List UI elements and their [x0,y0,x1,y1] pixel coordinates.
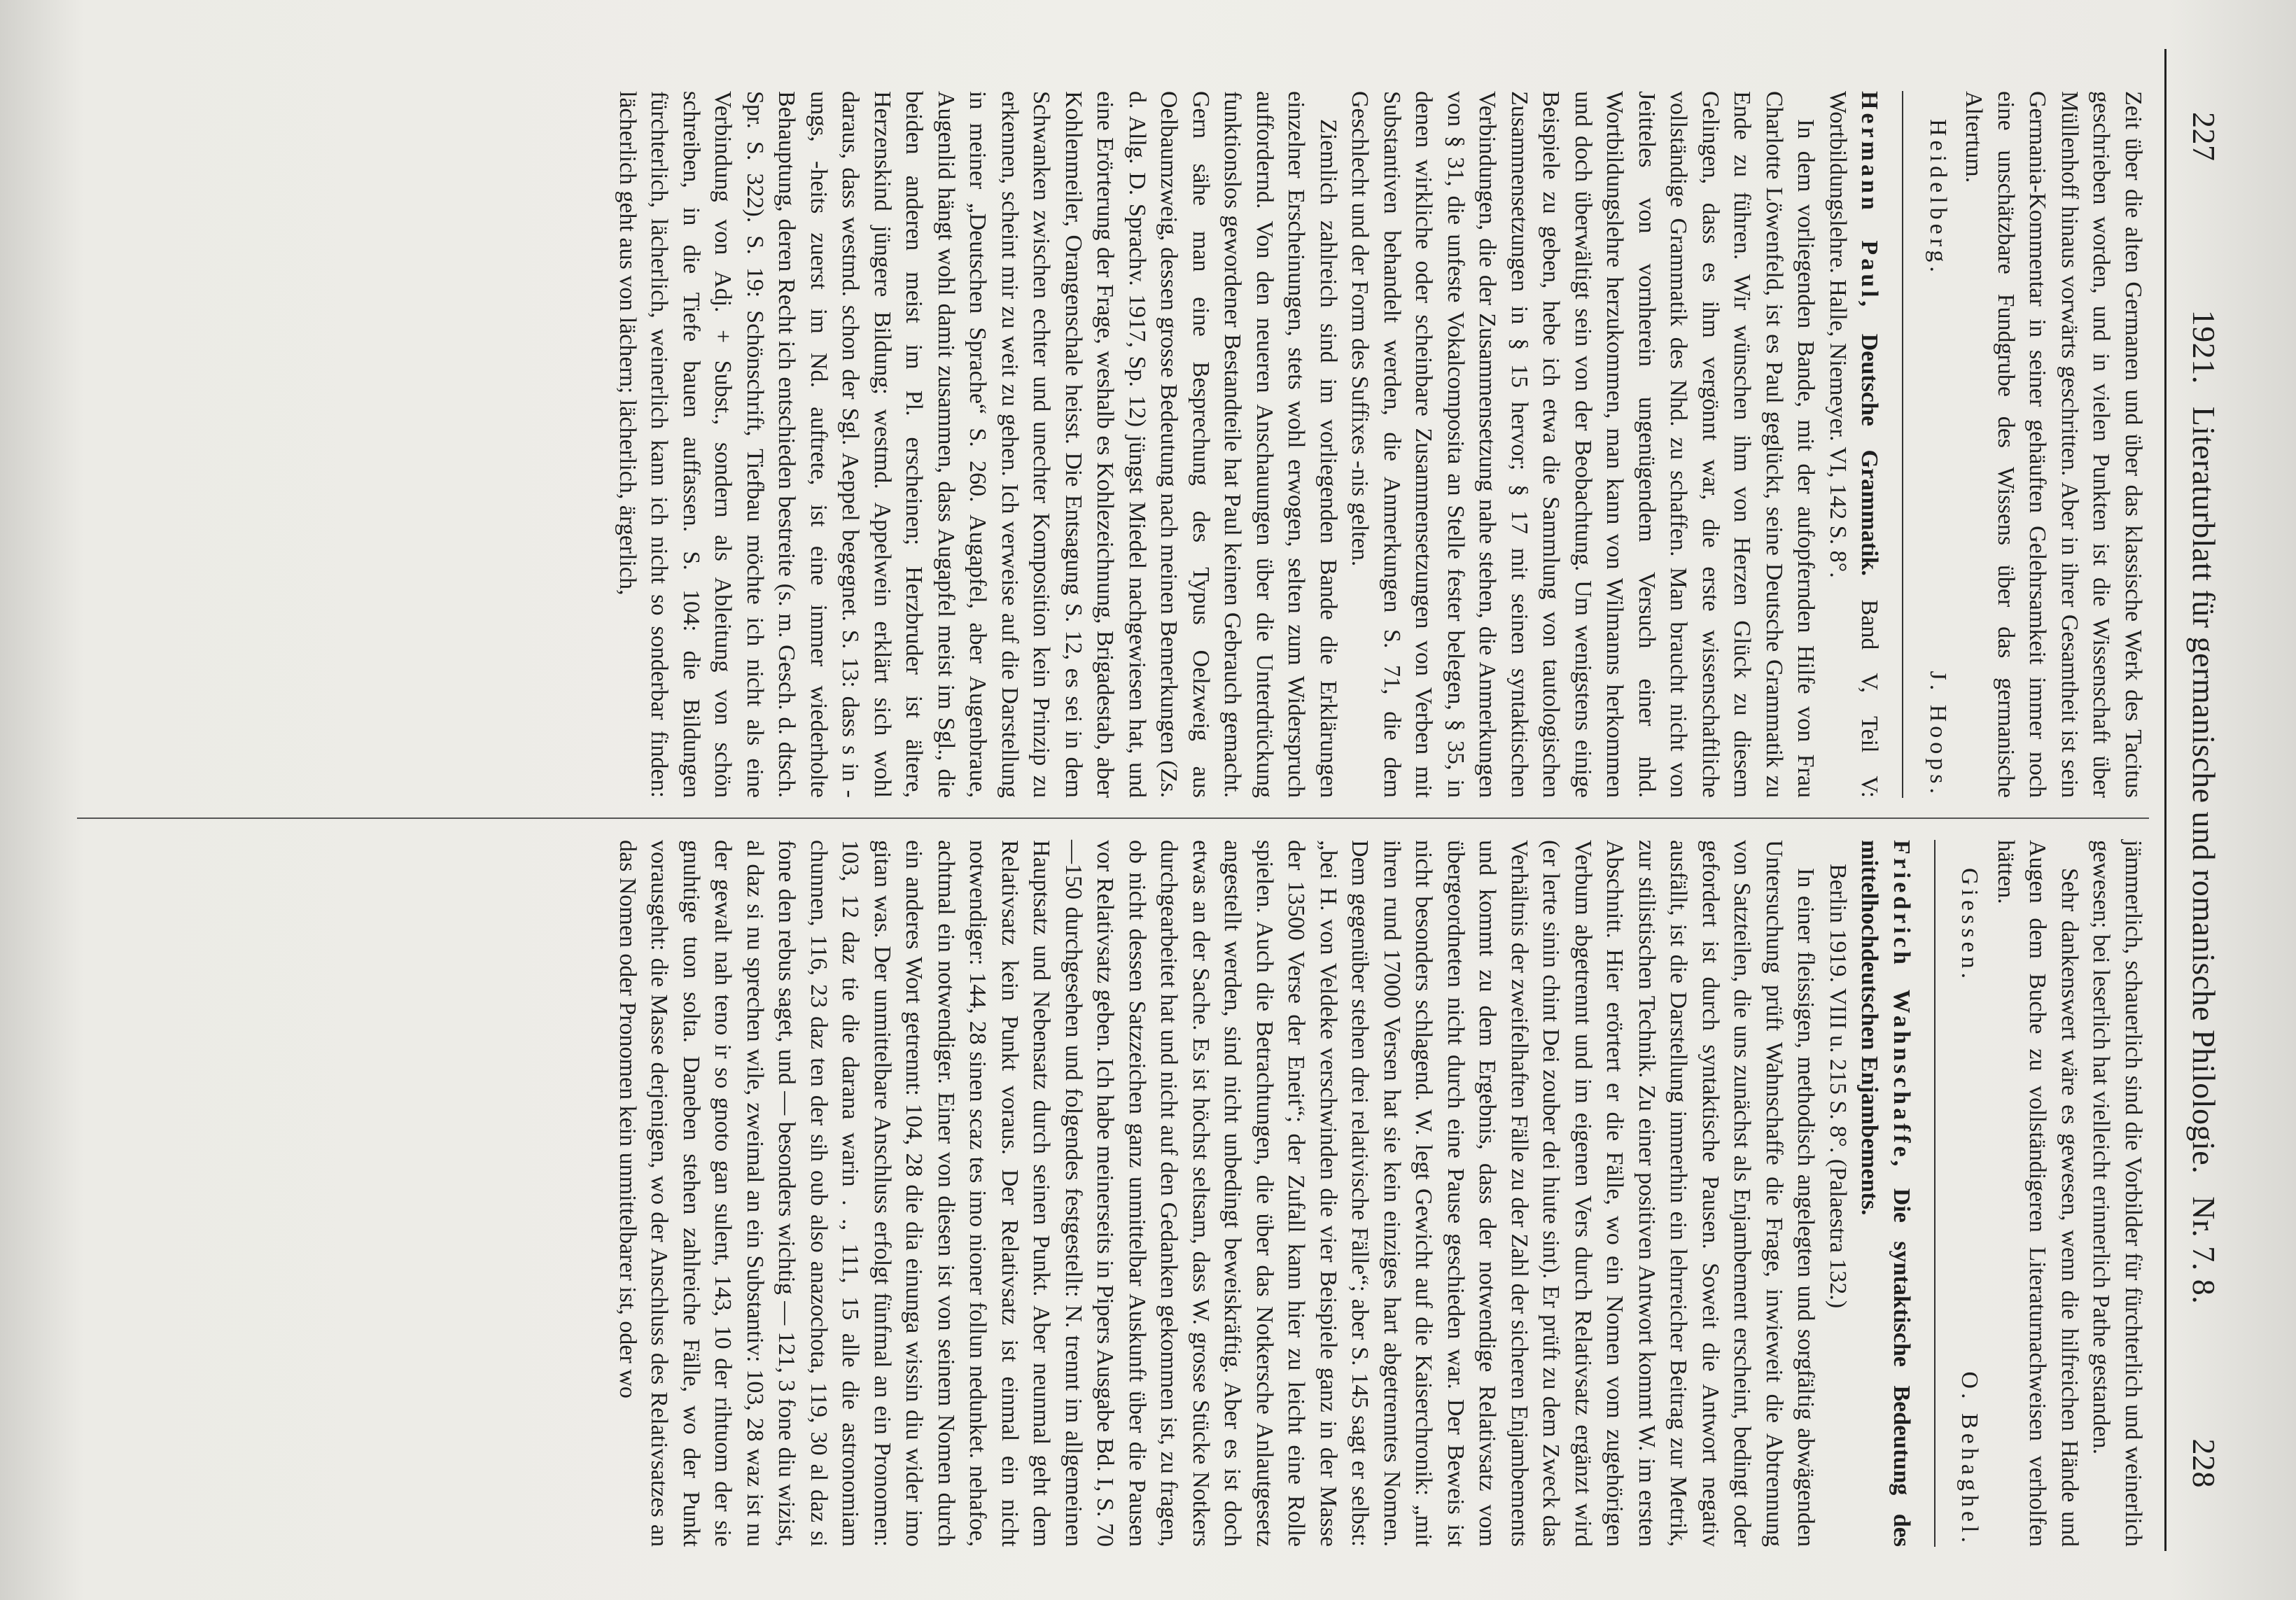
review-paragraph: In einer fleissigen, methodisch angelegten und sorgfältig abwägenden Untersuchung prüft Wahnschaffe die Frage, inwieweit die Abtrennung von Satzteilen, die uns zunächst als Enjambement erscheint, bedingt oder gefordert ist durch syntaktische Pausen. Soweit die Antwort negativ ausfällt, ist die Darstellung immerhin ein lehrreicher Beitrag zur Metrik, zur stilistischen Technik. Zu einer positiven Antwort kommt W. im ersten Abschnitt. Hier erörtert er die Fälle, wo ein Nomen vom zugehörigen Verbum abgetrennt und im eigenen Vers durch Relativsatz ergänzt wird (er lerte sinin chint Dei zouber dei hiute sint). Er prüft zu dem Zweck das Verhältnis der zweifelhaften Fälle zu der Zahl der sicheren Enjambements und kommt zu dem Ergebnis, dass der notwendige Relativsatz vom übergeordneten nicht durch eine Pause geschieden war. Der Beweis ist nicht besonders schlagend. W. legt Gewicht auf die Kaiserchronik: „mit ihren rund 17000 Versen hat sie kein einziges hart abgetrenntes Nomen. Dem gegenüber stehen drei relativische Fälle“; aber S. 145 sagt er selbst: „bei H. von Veldeke verschwinden die vier Beispiele ganz in der Masse der 13500 Verse der Eneit“; der Zufall kann hier zu leicht eine Rolle spielen. Auch die Betrachtungen, die über das Notkersche Anlautgesetz angestellt werden, sind nicht unbedingt beweiskräftig. Aber es ist doch etwas an der Sache. Es ist höchst seltsam, dass W. grosse Stücke Notkers durchgearbeitet hat und nicht auf den Gedanken gekommen ist, zu fragen, ob nicht dessen Satzzeichen ganz unmittelbar Auskunft über die Pausen vor Relativsatz geben. Ich habe meinerseits in Pipers Ausgabe Bd. I, S. 70—150 durchgesehen und folgendes festgestellt: N. trennt im allgemeinen Hauptsatz und Nebensatz durch seinen Punkt. Aber neunmal geht dem Relativsatz kein Punkt voraus. Der Relativsatz ist einmal ein nicht notwendiger: 144, 28 sinen scaz tes imo nioner follun nedunket. nehafoe, achtmal ein notwendiger. Einer von diesen ist von seinem Nomen durch ein anderes Wort getrennt: 104, 28 die dia einunga wissin diu wider imo gitan was. Der unmittelbare Anschluss erfolgt fünfmal an ein Pronomen: 103, 12 daz tie die darana warin . ., 111, 15 alle die astronomiam chunnen, 116, 23 daz ten der sih oub also anazochota, 119, 30 al daz si fone den rebus saget, und — besonders wichtig — 121, 3 fone diu wizist, al daz si nu sprechen wile, zweimal an ein Substantiv: 103, 28 waz ist nu der gewalt nah teno ir so gnoto gan sulent, 143, 10 der rihtuom der sie gnuhtige tuon solta. Daneben stehen zahlreiche Fälle, wo der Punkt vorausgeht: die Masse derjenigen, wo der Anschluss des Relativsatzes an das Nomen oder Pronomen kein unmittelbarer ist, oder wo [615,840,1819,1547]
header-issue: Nr. 7. 8. [2186,1196,2222,1305]
review-title: Deutsche Grammatik. [1856,333,1883,576]
signoff-signature: J. Hoops. [1925,671,1951,798]
header-year: 1921. [2186,309,2222,384]
running-header [2164,49,2230,1551]
review-heading [1822,840,1918,1547]
signoff-place: Giessen. [1956,868,1983,983]
review-paragraph: In dem vorliegenden Bande, mit der aufopfernden Hilfe von Frau Charlotte Löwenfeld, ist es Paul geglückt, seine Deutsche Grammatik zu Ende zu führen. Wir wünschen ihm von Herzen Glück zu diesem Gelingen, dass es ihm vergönnt war, die erste wissenschaftliche vollständige Grammatik des Nhd. zu schaffen. Man braucht nicht von Jeitteles von vornherein ungenügendem Versuch einer nhd. Wortbildungslehre herzukommen, man kann von Wilmanns herkommen und doch überwältigt sein von der Beobachtung. Um wenigstens einige Beispiele zu geben, hebe ich etwa die Sammlung von tautologischen Zusammensetzungen in § 15 hervor; § 17 mit seinen syntaktischen Verbindungen, die der Zusammensetzung nahe stehen, die Anmerkungen von § 31, die unfeste Vokalcomposita an Stelle fester belegen, § 35, in denen wirkliche oder scheinbare Zusammensetzungen von Verben mit Substantiven behandelt werden, die Anmerkungen S. 71, die dem Geschlecht und der Form des Suffixes -nis gelten. [1347,91,1819,798]
review-author: Friedrich Wahnschaffe, [1889,840,1914,1170]
review-signoff [1954,868,1986,1547]
header-title [2185,49,2222,1551]
review-meta: Band V, Teil V: Wortbildungslehre. Halle, Niemeyer. VI, 142 S. 8°. [1825,91,1883,798]
section-rule [1934,840,1935,1547]
carryover-text: jämmerlich, schauerlich sind die Vorbilder für fürchterlich und weinerlich gewesen; bei leserlich hat vielleicht erinnerlich Pathe gestanden. [2088,840,2146,1547]
review-meta: Berlin 1919. VIII u. 215 S. 8°. (Palaestra 132.) [1825,864,1851,1309]
review-title: Die syntaktische Bedeutung des mittelhochdeutschen Enjambements. [1856,840,1914,1548]
column-divider [77,817,2149,819]
review-heading [1822,91,1886,798]
page-number-left: 227 [2186,112,2222,162]
header-journal: Literaturblatt für germanische und romanische Philologie. [2186,406,2222,1174]
review-author: Hermann Paul, [1856,91,1883,311]
review-paragraph: Ziemlich zahlreich sind im vorliegenden Bande die Erklärungen einzelner Erscheinungen, stets wohl erwogen, selten zum Widerspruch auffordernd. Von den neueren Anschauungen über die Unterdrückung funktionslos gewordener Bestandteile hat Paul keinen Gebrauch gemacht. Gern sähe man eine Besprechung des Typus Oelzweig aus Oelbaumzweig, dessen grosse Bedeutung nach meinen Bemerkungen (Zs. d. Allg. D. Sprachv. 1917, Sp. 12) jüngst Miedel nachgewiesen hat, und eine Erörterung der Frage, weshalb es Kohlezeichnung, Brigadestab, aber Kohlenmeiler, Orangenschale heisst. Die Entsagung S. 12, es sei in dem Schwanken zwischen echter und unechter Komposition kein Prinzip zu erkennen, scheint mir zu weit zu gehen. Ich verweise auf die Darstellung in meiner „Deutschen Sprache“ S. 260. Augapfel, aber Augenbraue, Augenlid hängt wohl damit zusammen, dass Augapfel meist im Sgl., die beiden anderen meist im Pl. erscheinen; Herzbruder ist ältere, Herzenskind jüngere Bildung; westmd. Appelwein erklärt sich wohl daraus, dass westmd. schon der Sgl. Aeppel begegnet. S. 13: dass s in -ungs, -heits zuerst im Nd. auftrete, ist eine immer wiederholte Behauptung, deren Recht ich entschieden bestreite (s. m. Gesch. d. dtsch. Spr. S. 322). S. 19: Schönschrift, Tiefbau möchte ich nicht als eine Verbindung von Adj. + Subst., sondern als Ableitung von schön schreiben, in die Tiefe bauen auffassen. S. 104: die Bildungen fürchterlich, lächerlich, weinerlich kann ich nicht so sonderbar finden: lächerlich geht aus von lächern; lächerlich, ärgerlich, [615,91,1341,798]
right-column [612,840,2150,1547]
review-paragraph: Sehr dankenswert wäre es gewesen, wenn die hilfreichen Hände und Augen dem Buche zu vollständigeren Literaturnachweisen verholfen hätten. [1993,840,2082,1547]
signoff-signature: O. Behaghel. [1956,1371,1983,1547]
carryover-text: Zeit über die alten Germanen und über das klassische Werk des Tacitus geschrieben worden, und in vielen Punkten ist die Wissenschaft über Müllenhoff hinaus vorwärts geschritten. Aber in ihrer Gesamtheit ist sein Germania-Kommentar in seiner gehäuften Gelehrsamkeit immer noch eine unschätzbare Fundgrube des Wissens über das germanische Altertum. [1961,91,2146,798]
section-rule [1903,91,1904,798]
page-number-right: 228 [2186,1438,2222,1488]
carryover-signoff [1922,119,1954,798]
left-column [612,91,2150,798]
signoff-place: Heidelberg. [1925,119,1951,276]
